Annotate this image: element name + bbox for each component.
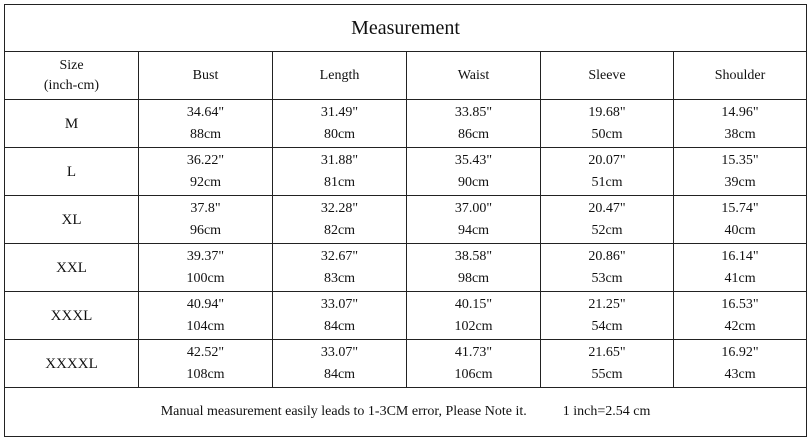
value-cm: 104cm xyxy=(186,318,225,334)
value-inch: 16.53" xyxy=(721,296,759,312)
measurement-note: Manual measurement easily leads to 1-3CM error, Please Note it. xyxy=(160,404,527,419)
cell-sleeve xyxy=(541,196,674,244)
cell-sleeve xyxy=(541,100,674,148)
table-row xyxy=(5,340,807,388)
value-cm: 84cm xyxy=(323,318,356,334)
value-inch: 33.85" xyxy=(454,104,493,120)
cell-bust xyxy=(139,148,273,196)
cell-bust xyxy=(139,292,273,340)
value-inch: 37.00" xyxy=(454,200,493,216)
size-cell: M xyxy=(5,100,139,148)
value-cm: 54cm xyxy=(591,318,623,334)
cell-waist xyxy=(407,196,541,244)
value-cm: 86cm xyxy=(457,126,490,142)
cell-shoulder xyxy=(674,340,807,388)
value-cm: 41cm xyxy=(724,270,756,286)
size-cell: XXL xyxy=(5,244,139,292)
cell-sleeve xyxy=(541,148,674,196)
footer-row xyxy=(5,388,807,437)
column-header-length: Length xyxy=(273,52,407,100)
value-inch: 36.22" xyxy=(186,152,225,168)
header-row xyxy=(5,52,807,100)
cell-length xyxy=(273,244,407,292)
value-cm: 88cm xyxy=(189,126,222,142)
value-cm: 81cm xyxy=(323,174,356,190)
cell-length xyxy=(273,196,407,244)
cell-sleeve xyxy=(541,292,674,340)
value-inch: 41.73" xyxy=(454,344,493,360)
cell-waist xyxy=(407,148,541,196)
column-header-shoulder: Shoulder xyxy=(674,52,807,100)
value-cm: 53cm xyxy=(591,270,623,286)
cell-sleeve xyxy=(541,244,674,292)
cell-shoulder xyxy=(674,196,807,244)
table-title: Measurement xyxy=(5,5,807,52)
table-row xyxy=(5,100,807,148)
value-inch: 21.25" xyxy=(588,296,626,312)
value-cm: 84cm xyxy=(323,366,356,382)
cell-shoulder xyxy=(674,292,807,340)
size-cell: XL xyxy=(5,196,139,244)
cell-bust xyxy=(139,244,273,292)
value-inch: 38.58" xyxy=(454,248,493,264)
value-cm: 40cm xyxy=(724,222,756,238)
value-cm: 52cm xyxy=(591,222,623,238)
table-row xyxy=(5,148,807,196)
value-cm: 108cm xyxy=(186,366,225,382)
cell-bust xyxy=(139,100,273,148)
cell-shoulder xyxy=(674,148,807,196)
size-cell: XXXL xyxy=(5,292,139,340)
value-cm: 80cm xyxy=(323,126,356,142)
value-cm: 42cm xyxy=(724,318,756,334)
value-cm: 98cm xyxy=(457,270,490,286)
table-row xyxy=(5,244,807,292)
size-chart xyxy=(4,4,806,436)
size-cell: XXXXL xyxy=(5,340,139,388)
value-inch: 19.68" xyxy=(588,104,626,120)
size-header-cell xyxy=(5,52,139,100)
column-header-waist: Waist xyxy=(407,52,541,100)
value-inch: 32.67" xyxy=(320,248,359,264)
table-row xyxy=(5,196,807,244)
size-cell: L xyxy=(5,148,139,196)
value-cm: 83cm xyxy=(323,270,356,286)
value-inch: 35.43" xyxy=(454,152,493,168)
value-inch: 16.14" xyxy=(721,248,759,264)
value-inch: 20.07" xyxy=(588,152,626,168)
cell-length xyxy=(273,100,407,148)
footer-note-cell xyxy=(5,388,807,437)
value-cm: 90cm xyxy=(457,174,490,190)
value-inch: 37.8" xyxy=(190,200,221,216)
value-inch: 31.49" xyxy=(320,104,359,120)
value-inch: 16.92" xyxy=(721,344,759,360)
value-cm: 82cm xyxy=(323,222,356,238)
table-row xyxy=(5,292,807,340)
value-cm: 102cm xyxy=(454,318,493,334)
cell-length xyxy=(273,148,407,196)
value-inch: 34.64" xyxy=(186,104,225,120)
cell-shoulder xyxy=(674,244,807,292)
cell-waist xyxy=(407,340,541,388)
column-header-sleeve: Sleeve xyxy=(541,52,674,100)
size-header-line1: Size xyxy=(59,57,84,73)
value-inch: 42.52" xyxy=(186,344,225,360)
conversion-note: 1 inch=2.54 cm xyxy=(562,404,651,419)
value-inch: 40.94" xyxy=(186,296,225,312)
value-inch: 15.35" xyxy=(721,152,759,168)
measurement-table xyxy=(4,4,807,437)
value-cm: 92cm xyxy=(189,174,222,190)
cell-waist xyxy=(407,244,541,292)
value-inch: 21.65" xyxy=(588,344,626,360)
cell-length xyxy=(273,292,407,340)
value-inch: 33.07" xyxy=(320,344,359,360)
value-inch: 20.47" xyxy=(588,200,626,216)
value-inch: 32.28" xyxy=(320,200,359,216)
cell-bust xyxy=(139,340,273,388)
value-inch: 15.74" xyxy=(721,200,759,216)
cell-length xyxy=(273,340,407,388)
value-cm: 51cm xyxy=(591,174,623,190)
value-cm: 39cm xyxy=(724,174,756,190)
value-inch: 14.96" xyxy=(721,104,759,120)
value-inch: 20.86" xyxy=(588,248,626,264)
value-cm: 38cm xyxy=(724,126,756,142)
cell-waist xyxy=(407,100,541,148)
value-inch: 31.88" xyxy=(320,152,359,168)
value-cm: 50cm xyxy=(591,126,623,142)
cell-waist xyxy=(407,292,541,340)
cell-shoulder xyxy=(674,100,807,148)
value-inch: 39.37" xyxy=(186,248,225,264)
value-cm: 94cm xyxy=(457,222,490,238)
value-cm: 100cm xyxy=(186,270,225,286)
cell-bust xyxy=(139,196,273,244)
value-inch: 33.07" xyxy=(320,296,359,312)
column-header-bust: Bust xyxy=(139,52,273,100)
value-cm: 55cm xyxy=(591,366,623,382)
value-inch: 40.15" xyxy=(454,296,493,312)
cell-sleeve xyxy=(541,340,674,388)
value-cm: 96cm xyxy=(189,222,222,238)
value-cm: 43cm xyxy=(724,366,756,382)
value-cm: 106cm xyxy=(454,366,493,382)
size-header-line2: (inch-cm) xyxy=(43,77,100,93)
